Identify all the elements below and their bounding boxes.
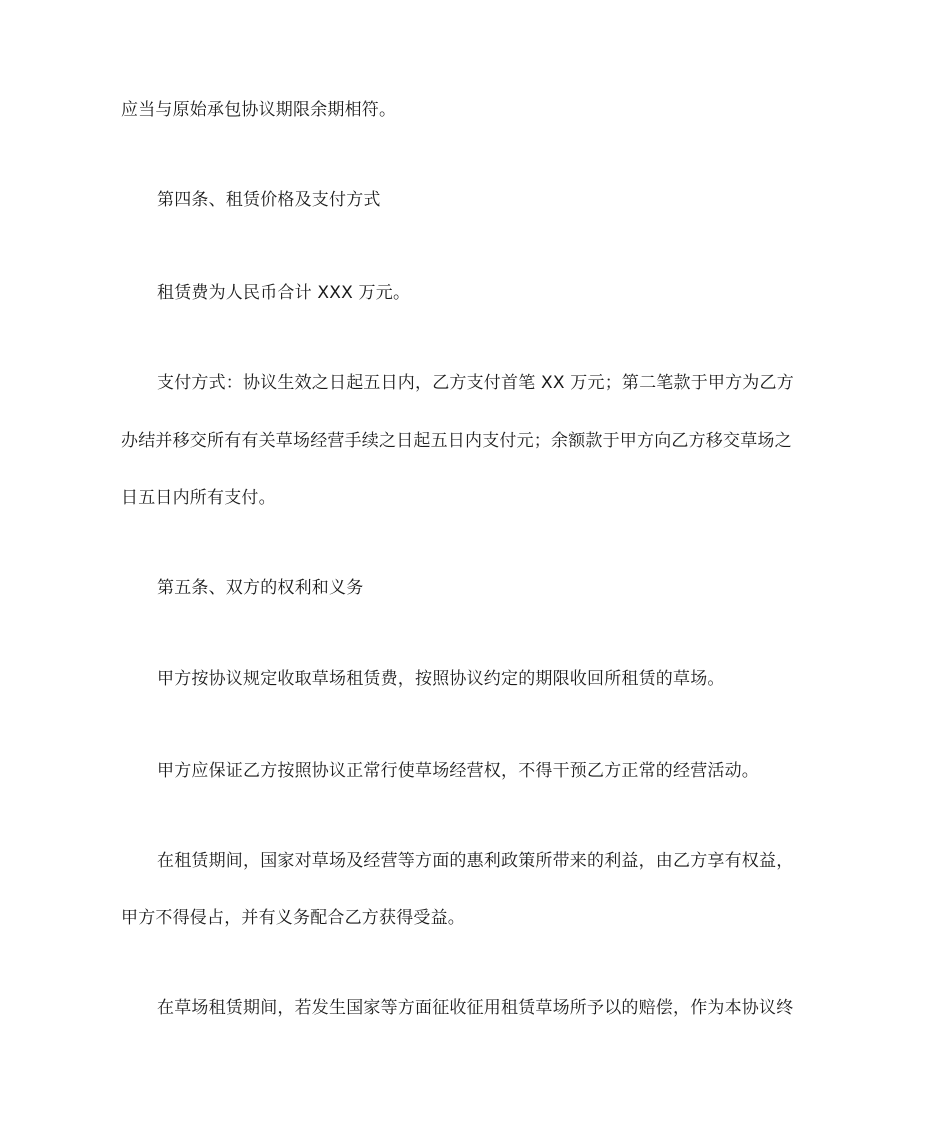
- paragraph-line: 甲方不得侵占，并有义务配合乙方获得受益。: [121, 908, 465, 928]
- paragraph-line: 在租赁期间，国家对草场及经营等方面的惠利政策所带来的利益，由乙方享有权益，: [157, 851, 794, 871]
- paragraph-line: 支付方式：协议生效之日起五日内，乙方支付首笔 XX 万元；第二笔款于甲方为乙方: [157, 373, 794, 393]
- paragraph-line: 办结并移交所有有关草场经营手续之日起五日内支付元；余额款于甲方向乙方移交草场之: [121, 431, 792, 451]
- section-heading: 第四条、租赁价格及支付方式: [157, 190, 381, 210]
- paragraph-line: 应当与原始承包协议期限余期相符。: [121, 100, 397, 120]
- section-heading: 第五条、双方的权利和义务: [157, 578, 364, 598]
- paragraph-line: 甲方按协议规定收取草场租赁费，按照协议约定的期限收回所租赁的草场。: [157, 669, 725, 689]
- paragraph-line: 在草场租赁期间，若发生国家等方面征收征用租赁草场所予以的赔偿，作为本协议终: [157, 998, 794, 1018]
- paragraph-line: 日五日内所有支付。: [121, 488, 276, 508]
- paragraph-line: 租赁费为人民币合计 XXX 万元。: [157, 283, 411, 303]
- paragraph-line: 甲方应保证乙方按照协议正常行使草场经营权，不得干预乙方正常的经营活动。: [157, 761, 759, 781]
